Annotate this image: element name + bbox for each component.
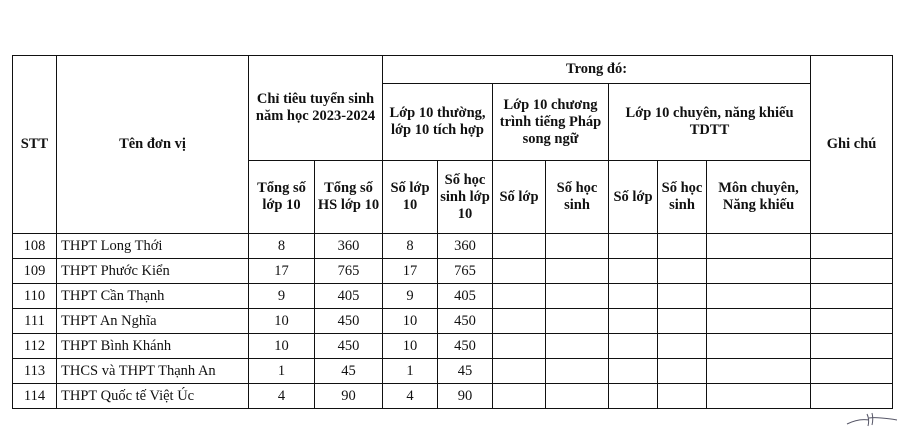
header-of-which: Trong đó: bbox=[383, 56, 811, 84]
row-reg-students: 360 bbox=[438, 234, 493, 259]
row-reg-classes: 10 bbox=[383, 309, 438, 334]
empty-cell bbox=[493, 234, 546, 259]
row-reg-classes: 9 bbox=[383, 284, 438, 309]
empty-cell bbox=[546, 259, 609, 284]
empty-cell bbox=[609, 234, 658, 259]
empty-cell bbox=[609, 334, 658, 359]
row-total-students: 45 bbox=[315, 359, 383, 384]
row-total-classes: 1 bbox=[249, 359, 315, 384]
empty-cell bbox=[658, 359, 707, 384]
empty-cell bbox=[609, 384, 658, 409]
empty-cell bbox=[811, 234, 893, 259]
empty-cell bbox=[707, 309, 811, 334]
row-total-classes: 10 bbox=[249, 334, 315, 359]
empty-cell bbox=[658, 334, 707, 359]
row-reg-classes: 4 bbox=[383, 384, 438, 409]
header-sp-classes: Số lớp bbox=[609, 161, 658, 234]
header-specialized: Lớp 10 chuyên, năng khiếu TDTT bbox=[609, 84, 811, 161]
table-row bbox=[13, 384, 893, 409]
table-row bbox=[13, 259, 893, 284]
empty-cell bbox=[658, 259, 707, 284]
empty-cell bbox=[546, 334, 609, 359]
row-reg-students: 450 bbox=[438, 334, 493, 359]
table-row bbox=[13, 309, 893, 334]
empty-cell bbox=[811, 334, 893, 359]
empty-cell bbox=[493, 359, 546, 384]
empty-cell bbox=[707, 259, 811, 284]
row-total-classes: 17 bbox=[249, 259, 315, 284]
row-total-students: 90 bbox=[315, 384, 383, 409]
empty-cell bbox=[811, 384, 893, 409]
empty-cell bbox=[546, 284, 609, 309]
empty-cell bbox=[811, 309, 893, 334]
header-total-classes: Tổng số lớp 10 bbox=[249, 161, 315, 234]
header-unit-name: Tên đơn vị bbox=[57, 56, 249, 234]
row-total-students: 765 bbox=[315, 259, 383, 284]
empty-cell bbox=[493, 334, 546, 359]
row-unit-name: THPT Long Thới bbox=[57, 234, 249, 259]
empty-cell bbox=[546, 234, 609, 259]
header-regular: Lớp 10 thường, lớp 10 tích hợp bbox=[383, 84, 493, 161]
row-stt: 114 bbox=[13, 384, 57, 409]
empty-cell bbox=[493, 259, 546, 284]
empty-cell bbox=[707, 359, 811, 384]
header-fr-classes: Số lớp bbox=[493, 161, 546, 234]
row-reg-students: 450 bbox=[438, 309, 493, 334]
row-reg-students: 765 bbox=[438, 259, 493, 284]
header-notes: Ghi chú bbox=[811, 56, 893, 234]
header-reg-students: Số học sinh lớp 10 bbox=[438, 161, 493, 234]
empty-cell bbox=[546, 384, 609, 409]
table-row bbox=[13, 334, 893, 359]
empty-cell bbox=[609, 259, 658, 284]
row-total-students: 360 bbox=[315, 234, 383, 259]
header-fr-students: Số học sinh bbox=[546, 161, 609, 234]
row-unit-name: THCS và THPT Thạnh An bbox=[57, 359, 249, 384]
row-stt: 111 bbox=[13, 309, 57, 334]
empty-cell bbox=[811, 284, 893, 309]
empty-cell bbox=[707, 284, 811, 309]
header-french: Lớp 10 chương trình tiếng Pháp song ngữ bbox=[493, 84, 609, 161]
empty-cell bbox=[707, 234, 811, 259]
header-reg-classes: Số lớp 10 bbox=[383, 161, 438, 234]
empty-cell bbox=[658, 309, 707, 334]
table-row bbox=[13, 284, 893, 309]
empty-cell bbox=[546, 359, 609, 384]
empty-cell bbox=[546, 309, 609, 334]
empty-cell bbox=[658, 284, 707, 309]
empty-cell bbox=[811, 259, 893, 284]
empty-cell bbox=[609, 359, 658, 384]
row-total-classes: 10 bbox=[249, 309, 315, 334]
row-unit-name: THPT Phước Kiển bbox=[57, 259, 249, 284]
row-total-students: 450 bbox=[315, 309, 383, 334]
empty-cell bbox=[658, 234, 707, 259]
row-stt: 112 bbox=[13, 334, 57, 359]
table-row bbox=[13, 234, 893, 259]
empty-cell bbox=[707, 334, 811, 359]
row-stt: 108 bbox=[13, 234, 57, 259]
row-stt: 113 bbox=[13, 359, 57, 384]
empty-cell bbox=[658, 384, 707, 409]
row-total-students: 405 bbox=[315, 284, 383, 309]
row-reg-students: 45 bbox=[438, 359, 493, 384]
header-total-students: Tổng số HS lớp 10 bbox=[315, 161, 383, 234]
row-total-classes: 8 bbox=[249, 234, 315, 259]
empty-cell bbox=[493, 284, 546, 309]
empty-cell bbox=[707, 384, 811, 409]
empty-cell bbox=[609, 284, 658, 309]
empty-cell bbox=[493, 309, 546, 334]
empty-cell bbox=[609, 309, 658, 334]
row-total-classes: 9 bbox=[249, 284, 315, 309]
table-row bbox=[13, 359, 893, 384]
header-sp-subject: Môn chuyên, Năng khiếu bbox=[707, 161, 811, 234]
header-sp-students: Số học sinh bbox=[658, 161, 707, 234]
row-unit-name: THPT Quốc tế Việt Úc bbox=[57, 384, 249, 409]
row-unit-name: THPT Cần Thạnh bbox=[57, 284, 249, 309]
header-stt: STT bbox=[13, 56, 57, 234]
empty-cell bbox=[811, 359, 893, 384]
row-reg-classes: 1 bbox=[383, 359, 438, 384]
row-stt: 109 bbox=[13, 259, 57, 284]
row-reg-students: 405 bbox=[438, 284, 493, 309]
row-stt: 110 bbox=[13, 284, 57, 309]
empty-cell bbox=[493, 384, 546, 409]
row-reg-classes: 17 bbox=[383, 259, 438, 284]
row-reg-classes: 8 bbox=[383, 234, 438, 259]
row-reg-students: 90 bbox=[438, 384, 493, 409]
row-total-classes: 4 bbox=[249, 384, 315, 409]
row-total-students: 450 bbox=[315, 334, 383, 359]
row-unit-name: THPT Bình Khánh bbox=[57, 334, 249, 359]
enrollment-quota-table bbox=[12, 55, 893, 409]
header-quota: Chỉ tiêu tuyển sinh năm học 2023-2024 bbox=[249, 56, 383, 161]
row-reg-classes: 10 bbox=[383, 334, 438, 359]
row-unit-name: THPT An Nghĩa bbox=[57, 309, 249, 334]
signature-mark bbox=[845, 408, 900, 428]
